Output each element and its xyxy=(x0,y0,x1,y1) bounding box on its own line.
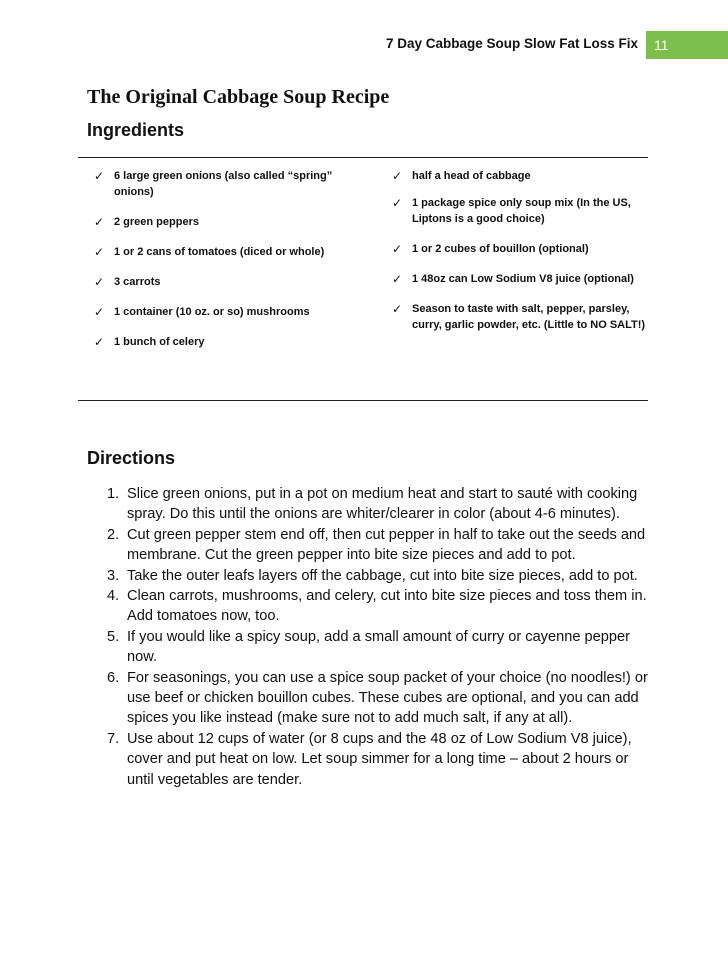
checkmark-icon: ✓ xyxy=(392,272,403,286)
direction-step: 1. Slice green onions, put in a pot on medium heat and start to sauté with cooking spray. Do this until the onions are whiter/clearer in color (about 4-6 minutes). xyxy=(107,486,638,523)
ingredient-item: ✓ 1 bunch of celery xyxy=(94,335,205,349)
checkmark-icon: ✓ xyxy=(94,245,105,259)
direction-step: 4. Clean carrots, mushrooms, and celery, cut into bite size pieces and toss them in. Add tomatoes now, too. xyxy=(107,588,647,625)
recipe-title: The Original Cabbage Soup Recipe xyxy=(87,86,390,108)
direction-step: 7. Use about 12 cups of water (or 8 cups and the 48 oz of Low Sodium V8 juice), cover and put heat on low. Let soup simmer for a long time – about 2 hours or until vegetables are tender. xyxy=(107,730,632,788)
checkmark-icon: ✓ xyxy=(392,169,403,183)
directions-heading: Directions xyxy=(87,448,176,468)
checkmark-icon: ✓ xyxy=(94,215,105,229)
checkmark-icon: ✓ xyxy=(94,169,105,183)
ingredients-right-column xyxy=(390,168,648,347)
page-number: 11 xyxy=(654,37,669,53)
ingredient-item: ✓ 1 or 2 cubes of bouillon (optional) xyxy=(392,242,589,256)
direction-step: 5. If you would like a spicy soup, add a small amount of curry or cayenne pepper now. xyxy=(107,628,630,666)
direction-step: 6. For seasonings, you can use a spice soup packet of your choice (no noodles!) or use beef or chicken bouillon cubes. These cubes are optional, and you can add spices you like instead (make sure not to add much salt, if any at all). xyxy=(107,669,648,727)
ingredient-item: ✓ 1 container (10 oz. or so) mushrooms xyxy=(94,305,310,319)
ingredient-item: ✓ 1 48oz can Low Sodium V8 juice (optional) xyxy=(392,272,634,286)
ingredient-item: ✓ Season to taste with salt, pepper, parsley, curry, garlic powder, etc. (Little to NO SALT!) xyxy=(392,302,646,331)
checkmark-icon: ✓ xyxy=(94,275,105,289)
header-title: 7 Day Cabbage Soup Slow Fat Loss Fix xyxy=(385,36,638,51)
ingredient-item: ✓ 1 package spice only soup mix (In the US, Liptons is a good choice) xyxy=(392,196,631,225)
directions-list xyxy=(86,484,658,790)
ingredient-item: ✓ 3 carrots xyxy=(94,275,161,289)
checkmark-icon: ✓ xyxy=(94,305,105,319)
direction-step: 2. Cut green pepper stem end off, then cut pepper in half to take out the seeds and membrane. Cut the green pepper into bite size pieces and add to pot. xyxy=(107,526,646,564)
checkmark-icon: ✓ xyxy=(392,242,403,256)
ingredients-top-rule xyxy=(78,157,648,158)
page-number-tab xyxy=(646,31,728,59)
page-header xyxy=(0,31,728,59)
checkmark-icon: ✓ xyxy=(392,196,403,210)
ingredient-item: ✓ 6 large green onions (also called “spring” onions) xyxy=(94,169,333,198)
ingredient-item: ✓ 2 green peppers xyxy=(94,215,199,229)
ingredient-item: ✓ half a head of cabbage xyxy=(392,169,531,183)
checkmark-icon: ✓ xyxy=(392,302,403,316)
ingredients-left-column xyxy=(92,168,354,364)
ingredient-item: ✓ 1 or 2 cans of tomatoes (diced or whole) xyxy=(94,245,325,259)
checkmark-icon: ✓ xyxy=(94,335,105,349)
ingredients-heading: Ingredients xyxy=(87,120,185,140)
ingredients-bottom-rule xyxy=(78,400,648,401)
direction-step: 3. Take the outer leafs layers off the cabbage, cut into bite size pieces, add to pot. xyxy=(107,567,638,584)
